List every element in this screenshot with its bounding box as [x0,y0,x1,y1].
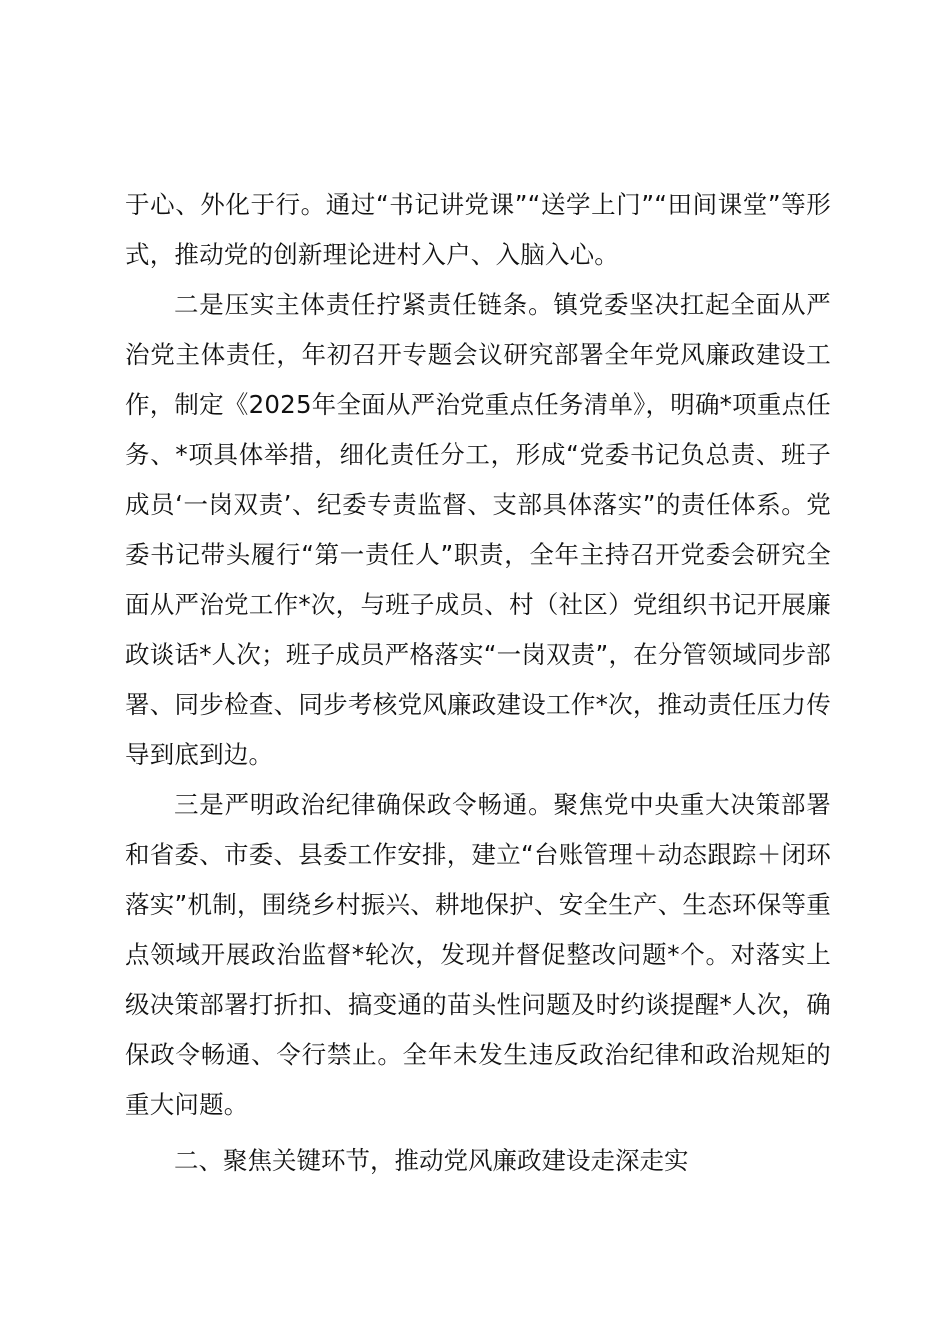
document-page [125,180,831,1186]
paragraph-continuation: 于心、外化于行。通过“书记讲党课”“送学上门”“田间课堂”等形式，推动党的创新理论进村入户、入脑入心。 [125,190,831,269]
paragraph-point-2: 二是压实主体责任拧紧责任链条。镇党委坚决扛起全面从严治党主体责任，年初召开专题会议研究部署全年党风廉政建设工作，制定《2025年全面从严治党重点任务清单》，明确*项重点任务、*项具体举措，细化责任分工，形成“党委书记负总责、班子成员‘一岗双责’、纪委专责监督、支部具体落实”的责任体系。党委书记带头履行“第一责任人”职责，全年主持召开党委会研究全面从严治党工作*次，与班子成员、村（社区）党组织书记开展廉政谈话*人次；班子成员严格落实“一岗双责”，在分管领域同步部署、同步检查、同步考核党风廉政建设工作*次，推动责任压力传导到底到边。 [125,290,831,769]
paragraph-point-3: 三是严明政治纪律确保政令畅通。聚焦党中央重大决策部署和省委、市委、县委工作安排，建立“台账管理＋动态跟踪＋闭环落实”机制，围绕乡村振兴、耕地保护、安全生产、生态环保等重点领域开展政治监督*轮次，发现并督促整改问题*个。对落实上级决策部署打折扣、搞变通的苗头性问题及时约谈提醒*人次，确保政令畅通、令行禁止。全年未发生违反政治纪律和政治规矩的重大问题。 [125,790,831,1119]
section-heading: 二、聚焦关键环节，推动党风廉政建设走深走实 [174,1146,689,1175]
